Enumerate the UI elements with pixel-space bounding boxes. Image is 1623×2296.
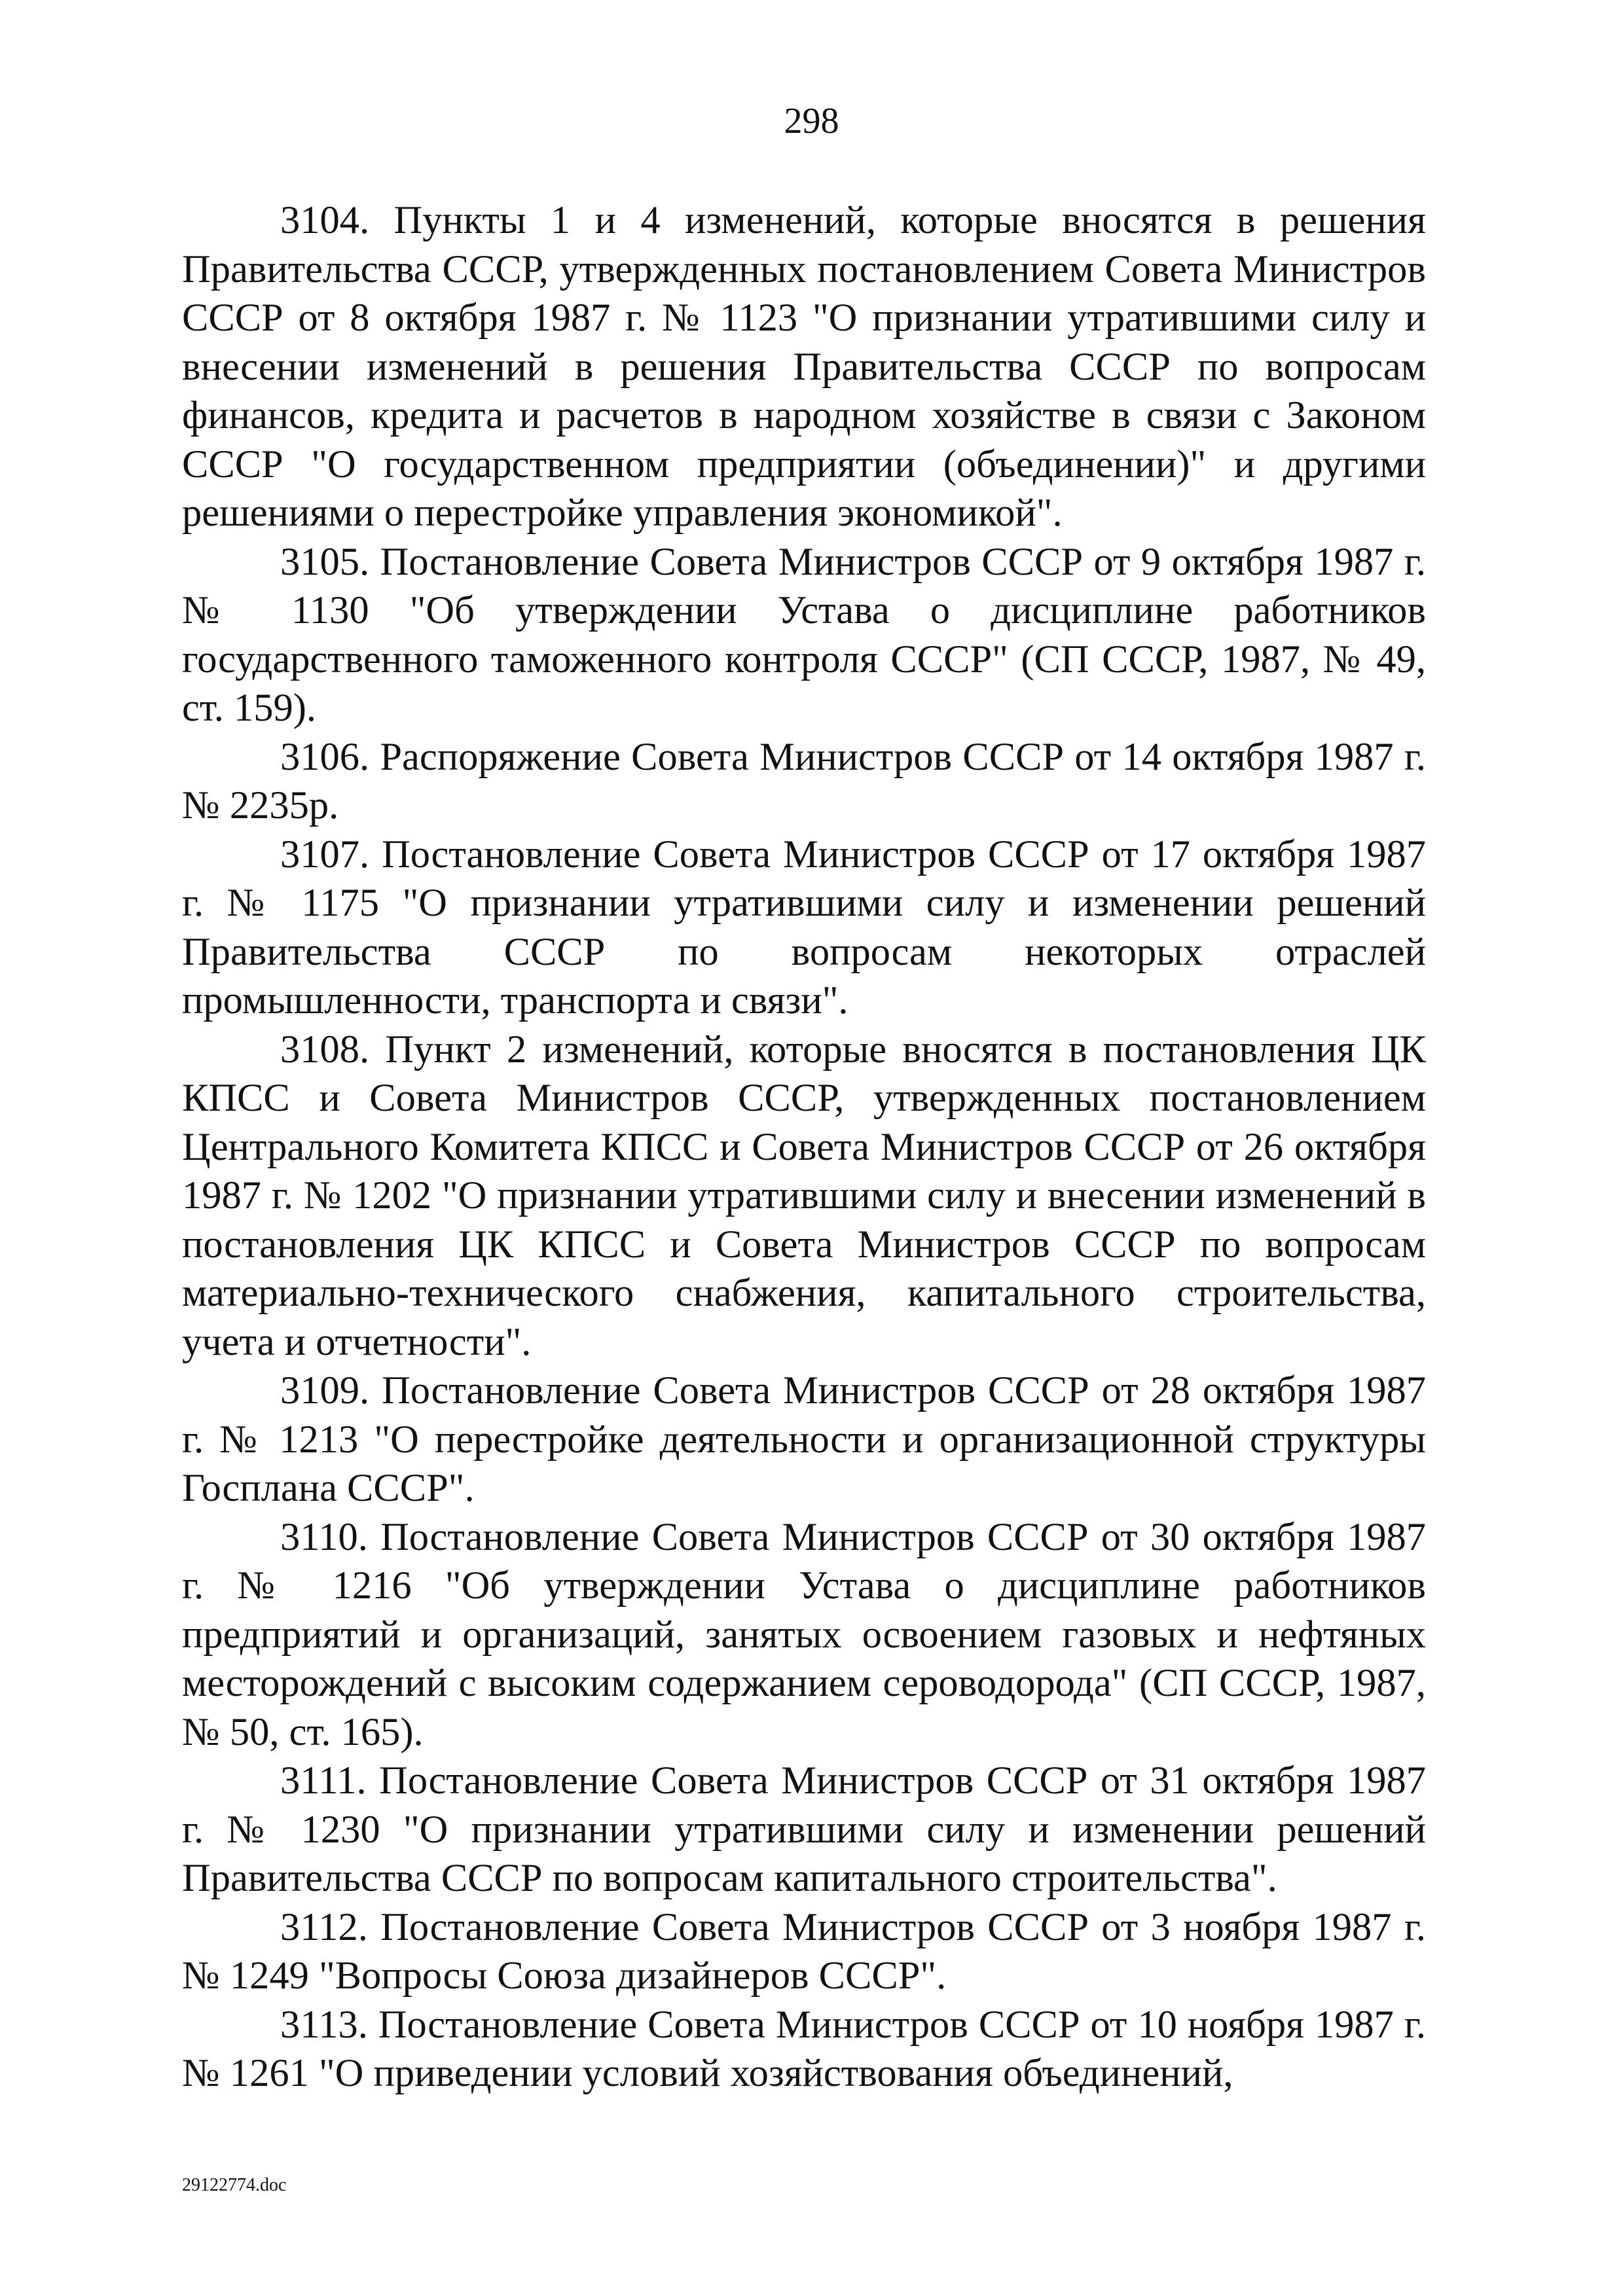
paragraph-3106: 3106. Распоряжение Совета Министров СССР от 14 октября 1987 г. № 2235р. bbox=[182, 734, 1426, 827]
paragraph-3105: 3105. Постановление Совета Министров СССР от 9 октября 1987 г. № 1130 "Об утверждении Устава о дисциплине работников государственного таможенного контроля СССР" (СП СССР, 1987, № 49, ст. 159). bbox=[182, 539, 1426, 730]
paragraph-3104: 3104. Пункты 1 и 4 изменений, которые вносятся в решения Правительства СССР, утвержденных постановлением Совета Министров СССР от 8 октября 1987 г. № 1123 "О признании утратившими силу и внесении изменений в решения Правительства СССР по вопросам финансов, кредита и расчетов в народном хозяйстве в связи с Законом СССР "О государственном предприятии (объединении)" и другими решениями о перестройке управления экономикой". bbox=[182, 198, 1426, 535]
paragraph-3111: 3111. Постановление Совета Министров СССР от 31 октября 1987 г. № 1230 "О признании утратившими силу и изменении решений Правительства СССР по вопросам капитального строительства". bbox=[182, 1759, 1426, 1900]
paragraph-3112: 3112. Постановление Совета Министров СССР от 3 ноября 1987 г. № 1249 "Вопросы Союза дизайнеров СССР". bbox=[182, 1905, 1426, 1998]
paragraph-3107: 3107. Постановление Совета Министров СССР от 17 октября 1987 г. № 1175 "О признании утратившими силу и изменении решений Правительства СССР по вопросам некоторых отраслей промышленности, транспорта и связи". bbox=[182, 832, 1426, 1022]
paragraph-3109: 3109. Постановление Совета Министров СССР от 28 октября 1987 г. № 1213 "О перестройке деятельности и организационной структуры Госплана СССР". bbox=[182, 1369, 1426, 1510]
document-body bbox=[182, 196, 1426, 2098]
page-number: 298 bbox=[784, 101, 839, 141]
paragraph-3113: 3113. Постановление Совета Министров СССР от 10 ноября 1987 г. № 1261 "О приведении условий хозяйствования объединений, bbox=[182, 2002, 1426, 2095]
paragraph-3108: 3108. Пункт 2 изменений, которые вносятся в постановления ЦК КПСС и Совета Министров СССР, утвержденных постановлением Центрального Комитета КПСС и Совета Министров СССР от 26 октября 1987 г. № 1202 "О признании утратившими силу и внесении изменений в постановления ЦК КПСС и Совета Министров СССР по вопросам материально-технического снабжения, капитального строительства, учета и отчетности". bbox=[182, 1027, 1426, 1364]
paragraph-3110: 3110. Постановление Совета Министров СССР от 30 октября 1987 г. № 1216 "Об утверждении Устава о дисциплине работников предприятий и организаций, занятых освоением газовых и нефтяных месторождений с высоким содержанием сероводорода" (СП СССР, 1987, № 50, ст. 165). bbox=[182, 1515, 1426, 1754]
file-name-footer: 29122774.doc bbox=[182, 2175, 287, 2195]
